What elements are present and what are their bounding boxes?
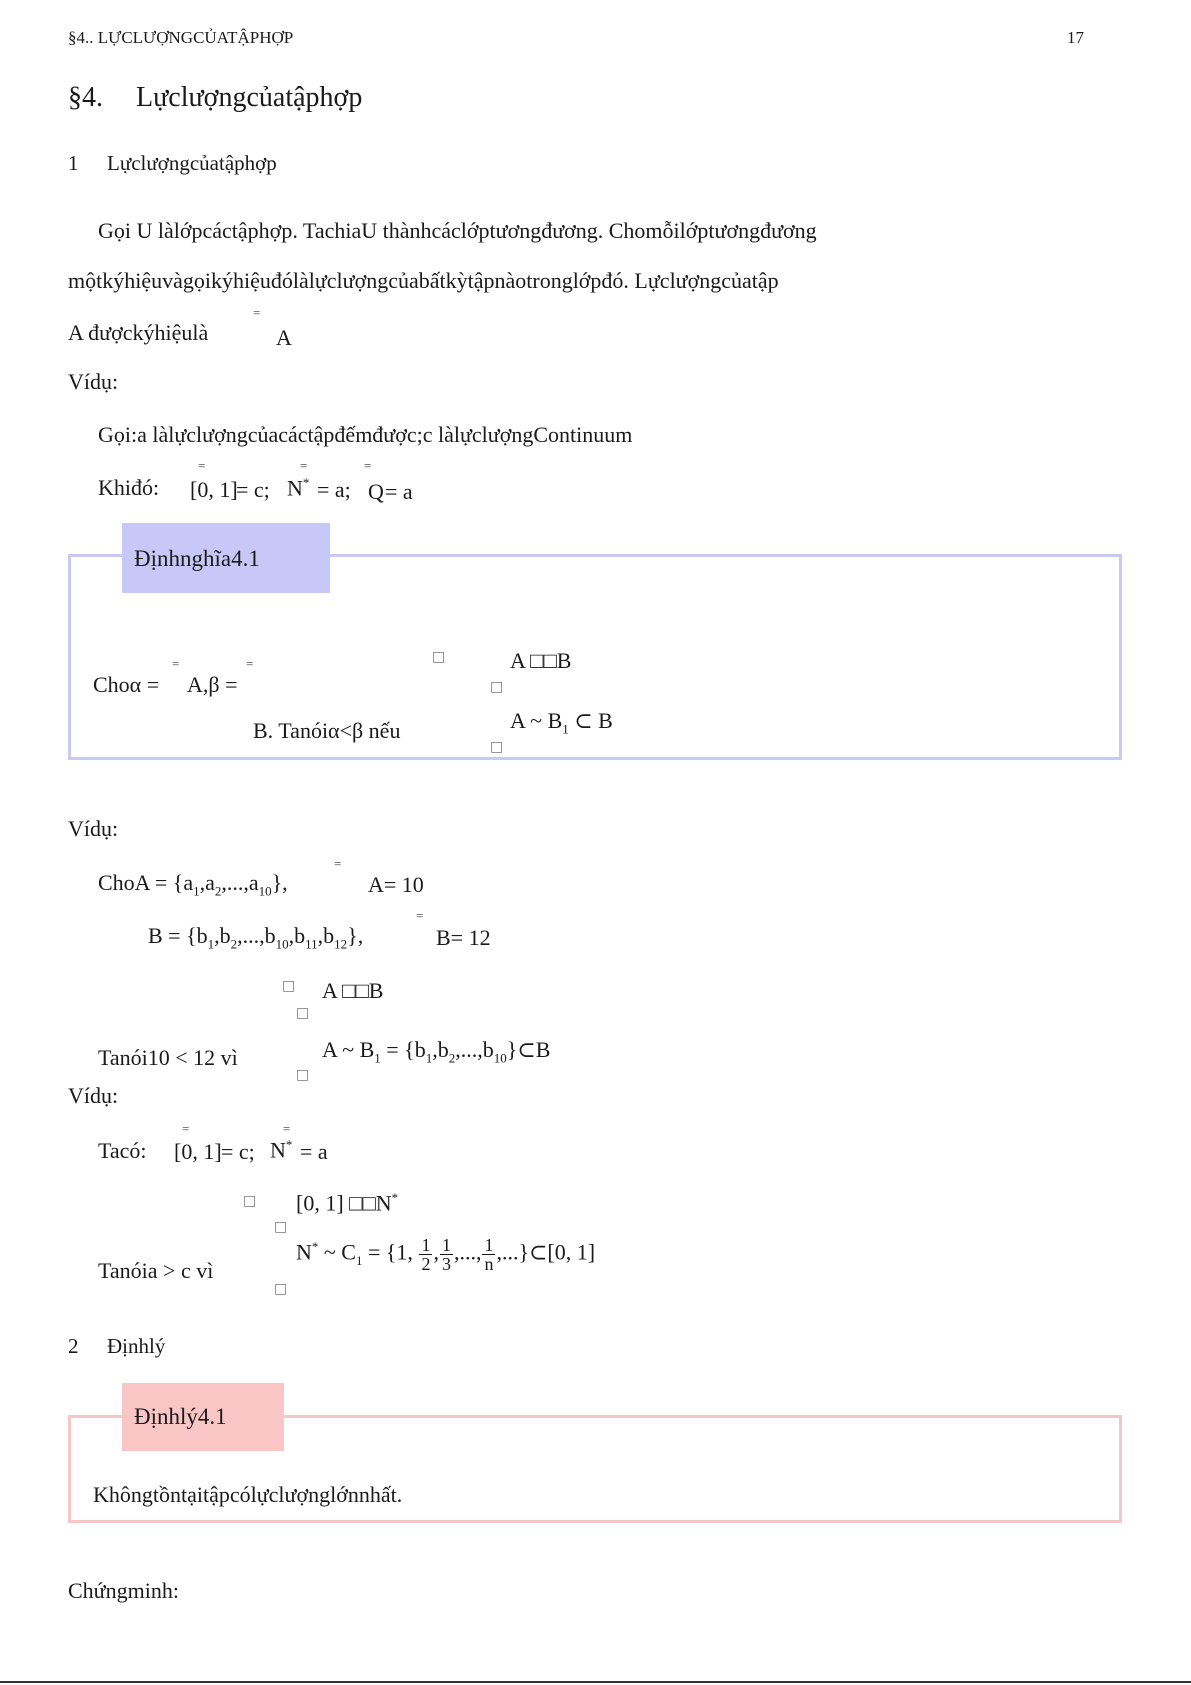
def-bar-2: = [246,656,254,671]
definition-cho: Choα = [93,672,160,697]
equals-a-2: = a [385,479,413,504]
fraction-third: $\frac{1}{3}$ [441,1235,451,1274]
fraction-one-over-n: $\frac{1}{n}$ [484,1235,494,1274]
definition-case-1: A □□B [510,648,572,673]
ex2-case-2: A ~ $B_1$ = $\{b_1,b_2,...,b_{10}\}\subset B$ [322,1037,551,1066]
intro-line-2: mộtkýhiệuvàgọikýhiệuđólàlựclượngcủabấtkỳtậpnàotronglớpđó. Lựclượngcủatập [68,268,779,293]
example1-line-1: Gọi:a làlựclượngcủacáctậpđếmđược;c làlựclượngContinuum [98,422,633,447]
theorem-statement: Khôngtồntạitậpcólựclượnglớnnhất. [93,1482,403,1507]
ex3-bar-1: = [182,1121,190,1136]
ex2-bar-1: = [334,856,342,871]
ex3-interval: [0, 1] [174,1139,222,1164]
running-header: §4.. LỰCLƯỢNGCỦATẬPHỢP [68,28,294,47]
set-a: ChoA = $\{a_1,a_2,...,a_{10}\}$, [98,870,288,899]
bar-1: = [198,458,206,473]
definition-a-beta: A,β = [187,672,238,697]
ex2-brace-top: □ [282,978,296,994]
footer-rule [0,1681,1191,1683]
card-a-10: A= 10 [368,872,424,897]
n-symbol: N* [287,475,310,501]
ex2-bar-2: = [416,908,424,923]
definition-b-tanoi: B. Tanóiα<β nếu [253,718,401,743]
subsection-title: Lựclượngcủatậphợp [107,151,277,175]
ex3-case-1: [0, 1] □□N* [296,1190,399,1216]
example-label: Vídụ: [68,369,119,394]
section-number: §4. [68,82,103,113]
example1-khido: Khiđó: [98,475,160,500]
ex2-conclusion: Tanói10 < 12 vì [98,1045,238,1070]
ex2-brace-mid: □ [296,1005,310,1021]
ex2-brace-bot: □ [296,1067,310,1083]
definition-title: Địnhnghĩa4.1 [134,546,260,571]
set-b: $B = \{b_1,b_2,...,b_{10},b_{11},b_{12}\}$, [148,923,364,952]
ex3-n: N* [270,1137,293,1163]
interval-symbol: [0, 1] [190,477,238,502]
definition-case-2: A ~ $B_1$ ⊂ B [510,708,613,737]
example2-label: Vídụ: [68,816,119,841]
q-symbol: Q [368,479,384,504]
subsection2-title: Địnhlý [107,1334,166,1358]
example3-taco: Tacó: [98,1138,147,1163]
subsection-number: 1 [68,151,79,175]
ex3-brace-bot: □ [274,1281,288,1297]
cardinality-bar: = [253,305,261,320]
cardinality-symbol: A [276,325,292,350]
def-bar-1: = [172,656,180,671]
ex3-case-2: N* ~ $C_1 = \{1$, $\frac{1}{2}$ , $\frac{1}{3}$ ,..., $\frac{1}{n}$ ,...}⊂[0, 1] [296,1235,596,1274]
fraction-half: $\frac{1}{2}$ [421,1235,431,1274]
left-brace-bot: □ [490,739,504,755]
ex3-conclusion: Tanóia > c vì [98,1258,214,1283]
equals-a: = a; [317,477,351,502]
ex2-case-1: A □□B [322,978,384,1003]
example3-label: Vídụ: [68,1083,119,1108]
subsection2-number: 2 [68,1334,79,1358]
card-b-12: B= 12 [436,925,491,950]
section-title: Lựclượngcủatậphợp [136,82,363,113]
bar-2: = [300,458,308,473]
theorem-title: Địnhlý4.1 [134,1404,227,1429]
page-number: 17 [1067,28,1084,47]
proof-label: Chứngminh: [68,1578,179,1603]
ex3-equals-a: = a [300,1139,328,1164]
equals-c: = c; [236,477,270,502]
left-brace-top: □ [432,649,446,665]
intro-line-3: A đượckýhiệulà [68,320,209,345]
ex3-brace-top: □ [243,1193,257,1209]
intro-line-1: Gọi U làlớpcáctậphợp. TachiaU thànhcáclớptươngđương. Chomỗilớptươngđương [98,218,817,243]
ex3-bar-2: = [283,1121,291,1136]
left-brace-mid: □ [490,679,504,695]
ex3-equals-c: = c; [221,1139,255,1164]
bar-3: = [364,458,372,473]
ex3-brace-mid: □ [274,1219,288,1235]
